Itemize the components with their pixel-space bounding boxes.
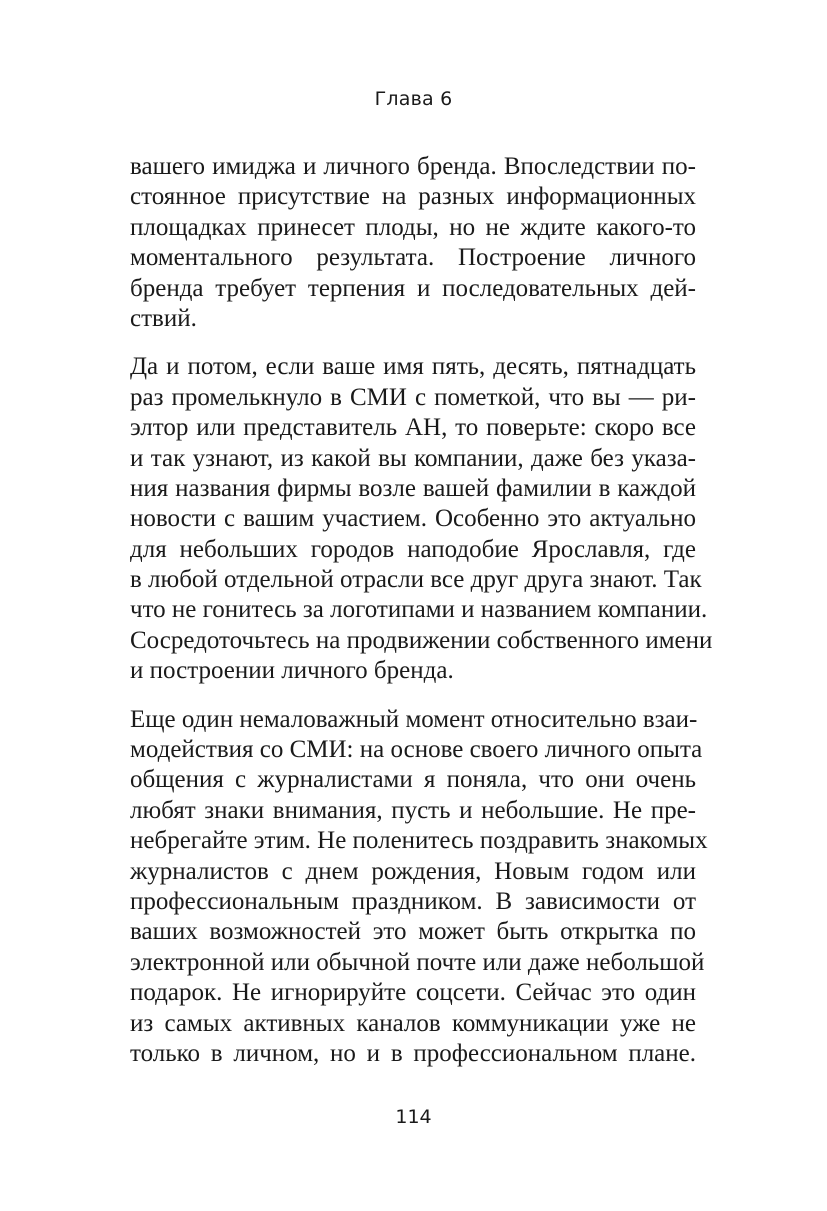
text-line: Да и потом, если ваше имя пять, десять, пятнадцать bbox=[130, 353, 696, 381]
text-line: элтор или представитель АН, то поверьте: скоро все bbox=[130, 414, 696, 442]
text-line: подарок. Не игнорируйте соцсети. Сейчас это один bbox=[130, 979, 696, 1007]
running-head: Глава 6 bbox=[374, 88, 453, 110]
text-line: любят знаки внимания, пусть и небольшие. Не пре- bbox=[130, 796, 696, 824]
text-line: профессиональным праздником. В зависимости от bbox=[130, 887, 696, 915]
text-line: площадках принесет плоды, но не ждите какого-то bbox=[130, 213, 696, 241]
page-number: 114 bbox=[395, 1106, 432, 1128]
text-line: общения с журналистами я поняла, что они очень bbox=[130, 766, 696, 794]
text-line: Сосредоточьтесь на продвижении собственного имени bbox=[130, 626, 713, 654]
text-line: модействия со СМИ: на основе своего личного опыта bbox=[130, 736, 703, 764]
text-line: бренда требует терпения и последовательных дей- bbox=[130, 274, 696, 302]
text-line: моментального результата. Построение личного bbox=[130, 244, 696, 272]
paragraph-2 bbox=[130, 352, 713, 686]
text-line: вашего имиджа и личного бренда. Впоследствии по- bbox=[130, 153, 696, 180]
paragraph-1 bbox=[130, 152, 696, 334]
text-line: только в личном, но и в профессиональном плане. bbox=[130, 1039, 696, 1067]
text-line: для небольших городов наподобие Ярославля, где bbox=[130, 535, 696, 563]
text-line: и так узнают, из какой вы компании, даже без указа- bbox=[130, 444, 696, 472]
text-line: журналистов с днем рождения, Новым годом или bbox=[130, 857, 696, 885]
text-line: и построении личного бренда. bbox=[130, 657, 454, 685]
text-line: стоянное присутствие на разных информационных bbox=[130, 183, 696, 211]
text-line: ния названия фирмы возле вашей фамилии в каждой bbox=[130, 474, 696, 502]
text-line: из самых активных каналов коммуникации уже не bbox=[130, 1009, 696, 1037]
text-line: ствий. bbox=[130, 304, 197, 332]
text-line: ваших возможностей это может быть открытка по bbox=[130, 918, 696, 946]
text-line: электронной или обычной почте или даже небольшой bbox=[130, 948, 705, 976]
text-line: в любой отдельной отрасли все друг друга знают. Так bbox=[130, 566, 702, 594]
text-line: раз промелькнуло в СМИ с пометкой, что вы — ри- bbox=[130, 383, 696, 411]
text-line: что не гонитесь за логотипами и названием компании. bbox=[130, 596, 708, 624]
body-text bbox=[130, 152, 713, 1087]
text-line: новости с вашим участием. Особенно это актуально bbox=[130, 505, 696, 533]
text-line: небрегайте этим. Не поленитесь поздравить знакомых bbox=[130, 827, 708, 855]
text-line: Еще один немаловажный момент относительно взаи- bbox=[130, 705, 698, 733]
paragraph-3 bbox=[130, 705, 708, 1070]
